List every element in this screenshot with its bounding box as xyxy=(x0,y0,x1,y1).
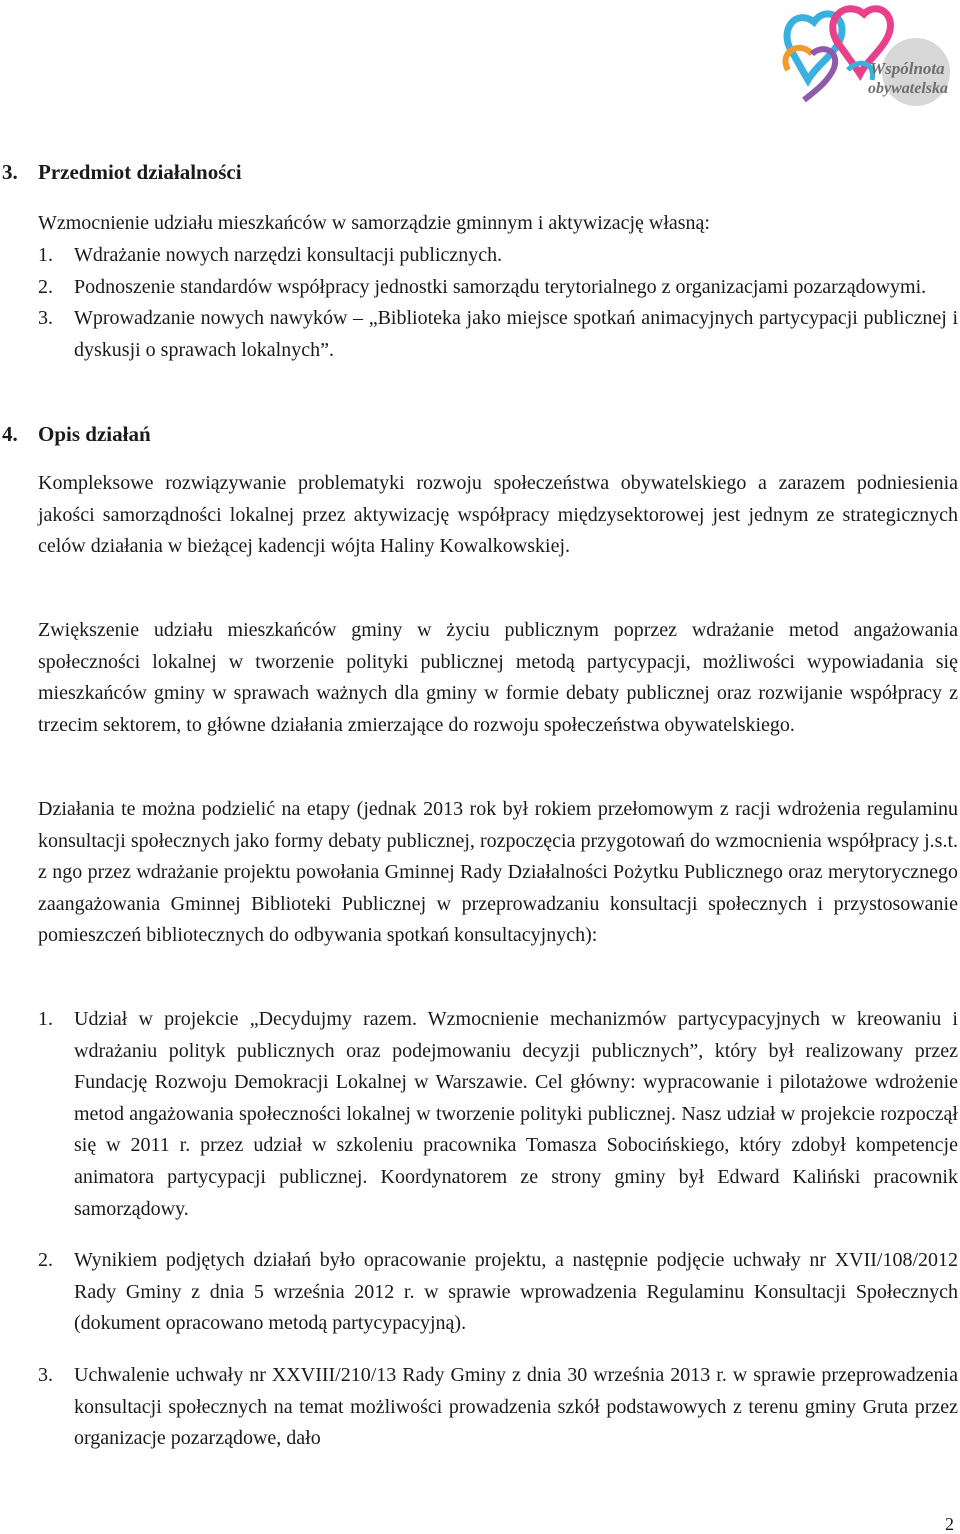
list-item-text: Wprowadzanie nowych nawyków – „Biblioteka jako miejsce spotkań animacyjnych partycypacji publicznej i dyskusji o sprawach lokalnych”. xyxy=(74,307,958,361)
list-item-number: 1. xyxy=(38,244,53,266)
list-item-text: Wdrażanie nowych narzędzi konsultacji publicznych. xyxy=(74,244,503,266)
list-item-number: 2. xyxy=(38,275,53,298)
section-3-list xyxy=(38,240,958,366)
wspolnota-obywatelska-logo xyxy=(748,0,960,110)
section-4-list xyxy=(38,1004,958,1455)
list-item xyxy=(38,303,958,366)
list-item-number: 2. xyxy=(38,1249,53,1272)
list-item xyxy=(38,1004,958,1225)
list-item-text: Uchwalenie uchwały nr XXVIII/210/13 Rady Gminy z dnia 30 września 2013 r. w sprawie przeprowadzenia konsultacji społecznych na temat możliwości prowadzenia szkół podstawowych z terenu gminy Gruta przez organizacje pozarządowe, dało xyxy=(74,1363,958,1450)
paragraph: Kompleksowe rozwiązywanie problematyki rozwoju społeczeństwa obywatelskiego a zarazem podniesienia jakości samorządności lokalnej przez aktywizację współpracy międzysektorowej jest jednym ze strategicznych celów działania w bieżącej kadencji wójta Haliny Kowalkowskiej. xyxy=(38,472,958,558)
section-number: 4. xyxy=(2,422,18,446)
list-item-number: 3. xyxy=(38,307,53,330)
list-item xyxy=(38,240,958,272)
list-item xyxy=(38,1360,958,1455)
list-item-text: Udział w projekcie „Decydujmy razem. Wzmocnienie mechanizmów partycypacyjnych w kreowaniu i wdrażaniu polityk publicznych oraz podejmowaniu decyzji publicznych”, który był realizowany przez Fundację Rozwoju Demokracji Lokalnej w Warszawie. Cel główny: wypracowanie i pilotażowe wdrożenie metod angażowania społeczności lokalnej w tworzenie polityki publicznej. Nasz udział w projekcie rozpoczął się w 2011 r. przez udział w szkoleniu pracownika Tomasza Sobocińskiego, który zdobył kompetencje animatora partycypacji publicznej. Koordynatorem ze strony gminy był Edward Kaliński pracownik samorządowy. xyxy=(74,1008,958,1220)
logo-hearts-icon xyxy=(748,0,960,110)
logo-line2: obywatelska xyxy=(868,80,948,97)
section-3-intro: Wzmocnienie udziału mieszkańców w samorządzie gminnym i aktywizację własną: xyxy=(38,212,710,234)
section-title: Przedmiot działalności xyxy=(38,160,242,184)
paragraph: Działania te można podzielić na etapy (jednak 2013 rok był rokiem przełomowym z racji wdrożenia regulaminu konsultacji społecznych jako formy debaty publicznej, rozpoczęcia przygotowań do wzmocnienia współpracy j.s.t. z ngo przez wdrażanie projektu powołania Gminnej Rady Działalności Pożytku Publicznego oraz merytorycznego zaangażowania Gminnej Biblioteki Publicznej w przeprowadzaniu konsultacji społecznych i przystosowanie pomieszczeń bibliotecznych do odbywania spotkań konsultacyjnych): xyxy=(38,798,958,947)
paragraph: Zwiększenie udziału mieszkańców gminy w życiu publicznym poprzez wdrażanie metod angażowania społeczności lokalnej w tworzenie polityki publicznej metodą partycypacji, możliwości wypowiadania się mieszkańców gminy w sprawach ważnych dla gminy w formie debaty publicznej oraz rozwijanie współpracy z trzecim sektorem, to główne działania zmierzające do rozwoju społeczeństwa obywatelskiego. xyxy=(38,619,958,736)
list-item xyxy=(38,272,958,304)
list-item-text: Wynikiem podjętych działań było opracowanie projektu, a następnie podjęcie uchwały nr XVII/108/2012 Rady Gminy z dnia 5 września 2012 r. w sprawie wprowadzenia Regulaminu Konsultacji Społecznych (dokument opracowano metodą partycypacyjną). xyxy=(74,1249,958,1335)
logo-line1: Wspólnota xyxy=(870,59,945,78)
section-title: Opis działań xyxy=(38,422,151,446)
list-item xyxy=(38,1245,958,1340)
page-number: 2 xyxy=(945,1514,954,1534)
list-item-text: Podnoszenie standardów współpracy jednostki samorządu terytorialnego z organizacjami pozarządowymi. xyxy=(74,275,927,298)
section-number: 3. xyxy=(2,160,18,184)
list-item-number: 3. xyxy=(38,1363,53,1386)
list-item-number: 1. xyxy=(38,1008,53,1030)
